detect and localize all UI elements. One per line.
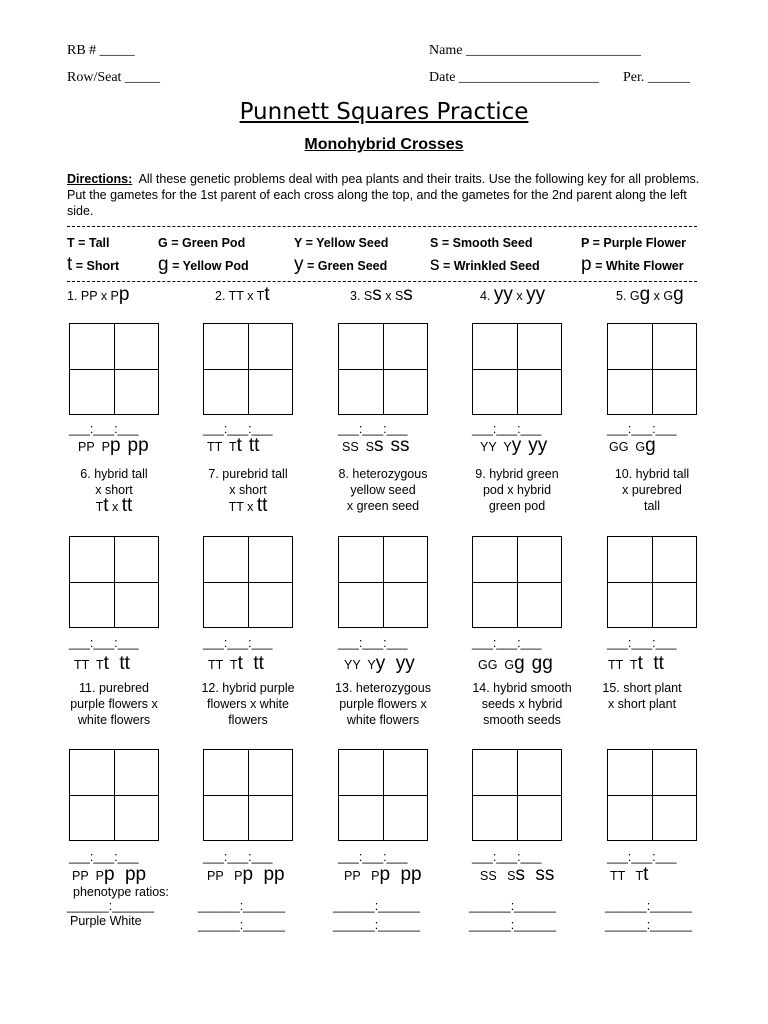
genotype-labels-1: PP Pp pp: [78, 435, 149, 456]
divider: [67, 226, 697, 227]
punnett-square-14[interactable]: [472, 749, 562, 841]
genotype-labels-12: PP Pp pp: [207, 864, 285, 885]
genotype-ratio-blank-12[interactable]: ___:___:___: [203, 850, 273, 864]
phenotype-ratio-blank-15a[interactable]: ______:______: [605, 899, 692, 913]
genotype-ratio-blank-15[interactable]: ___:___:___: [607, 850, 677, 864]
genotype-ratio-blank-8[interactable]: ___:___:___: [338, 636, 408, 650]
genotype-ratio-blank-10[interactable]: ___:___:___: [607, 636, 677, 650]
phenotype-ratio-labels: Purple White: [70, 914, 142, 928]
punnett-square-13[interactable]: [338, 749, 428, 841]
page-title: Punnett Squares Practice: [239, 99, 529, 125]
name-field[interactable]: Name _________________________: [429, 43, 641, 58]
period-field[interactable]: Per. ______: [623, 70, 690, 85]
phenotype-ratio-blank-12a[interactable]: ______:______: [198, 899, 285, 913]
genotype-ratio-blank-4[interactable]: ___:___:___: [472, 422, 542, 436]
phenotype-ratio-blank-15b[interactable]: ______:______: [605, 918, 692, 932]
genotype-labels-10: TT Tt tt: [608, 653, 664, 674]
genotype-labels-3: SS Ss ss: [342, 435, 410, 456]
genotype-ratio-blank-9[interactable]: ___:___:___: [472, 636, 542, 650]
key-green-pod: G = Green Pod: [158, 236, 246, 250]
genotype-labels-6: TT Tt tt: [74, 653, 130, 674]
problem-8: 8. heterozygous yellow seed x green seed: [338, 467, 428, 513]
punnett-square-11[interactable]: [69, 749, 159, 841]
genotype-labels-4: YY Yy yy: [480, 435, 548, 456]
key-green-seed: y = Green Seed: [294, 254, 388, 275]
row-seat-field[interactable]: Row/Seat _____: [67, 70, 160, 85]
problem-14: 14. hybrid smooth seeds x hybrid smooth seeds: [472, 681, 572, 727]
genotype-ratio-blank-14[interactable]: ___:___:___: [472, 850, 542, 864]
phenotype-ratio-blank-14a[interactable]: ______:______: [469, 899, 556, 913]
phenotype-ratio-blank-11[interactable]: ______:______: [67, 899, 154, 913]
key-short: t = Short: [67, 254, 120, 275]
problem-2: 2. TT x Tt: [215, 284, 270, 305]
genotype-ratio-blank-11[interactable]: ___:___:___: [69, 850, 139, 864]
date-field[interactable]: Date ____________________: [429, 70, 599, 85]
genotype-labels-2: TT Tt tt: [207, 435, 260, 456]
directions-label: Directions:: [67, 172, 133, 186]
punnett-square-12[interactable]: [203, 749, 293, 841]
directions: [67, 171, 707, 219]
genotype-ratio-blank-7[interactable]: ___:___:___: [203, 636, 273, 650]
problem-7: 7. purebrid tall x short TT x tt: [208, 467, 288, 516]
problem-13: 13. heterozygous purple flowers x white flowers: [335, 681, 431, 727]
genotype-ratio-blank-6[interactable]: ___:___:___: [69, 636, 139, 650]
phenotype-ratio-blank-14b[interactable]: ______:______: [469, 918, 556, 932]
problem-4: 4. yy x yy: [480, 284, 546, 305]
problem-12: 12. hybrid purple flowers x white flowers: [201, 681, 295, 727]
key-white-flower: p = White Flower: [581, 254, 684, 275]
problem-9: 9. hybrid green pod x hybrid green pod: [475, 467, 559, 513]
punnett-square-1[interactable]: [69, 323, 159, 415]
genotype-labels-5: GG Gg: [609, 435, 656, 456]
punnett-square-10[interactable]: [607, 536, 697, 628]
divider: [67, 281, 697, 282]
key-smooth-seed: S = Smooth Seed: [430, 236, 533, 250]
directions-text: All these genetic problems deal with pea plants and their traits. Use the following key for all problems. Put the gametes for the 1st parent of each cross along the top, and the gametes for the 2nd parent along the left side.: [67, 172, 700, 218]
genotype-labels-14: SS Ss ss: [480, 864, 555, 885]
key-yellow-seed: Y = Yellow Seed: [294, 236, 389, 250]
rb-field[interactable]: RB # _____: [67, 43, 135, 58]
genotype-ratio-blank-13[interactable]: ___:___:___: [338, 850, 408, 864]
genotype-ratio-blank-3[interactable]: ___:___:___: [338, 422, 408, 436]
punnett-square-8[interactable]: [338, 536, 428, 628]
genotype-ratio-blank-2[interactable]: ___:___:___: [203, 422, 273, 436]
phenotype-ratio-blank-13a[interactable]: ______:______: [333, 899, 420, 913]
punnett-square-6[interactable]: [69, 536, 159, 628]
phenotype-ratios-label: phenotype ratios:: [73, 885, 169, 899]
punnett-square-5[interactable]: [607, 323, 697, 415]
genotype-labels-7: TT Tt tt: [208, 653, 264, 674]
punnett-square-9[interactable]: [472, 536, 562, 628]
phenotype-ratio-blank-13b[interactable]: ______:______: [333, 918, 420, 932]
genotype-ratio-blank-1[interactable]: ___:___:___: [69, 422, 139, 436]
genotype-labels-8: YY Yy yy: [344, 653, 415, 674]
problem-1: 1. PP x Pp: [67, 284, 130, 305]
key-wrinkled-seed: s = Wrinkled Seed: [430, 254, 540, 275]
punnett-square-15[interactable]: [607, 749, 697, 841]
punnett-square-4[interactable]: [472, 323, 562, 415]
genotype-labels-13: PP Pp pp: [344, 864, 422, 885]
genotype-labels-15: TT Tt: [610, 864, 649, 885]
genotype-labels-9: GG Gg gg: [478, 653, 553, 674]
problem-5: 5. Gg x Gg: [616, 284, 684, 305]
genotype-ratio-blank-5[interactable]: ___:___:___: [607, 422, 677, 436]
problem-11: 11. purebred purple flowers x white flowers: [70, 681, 158, 727]
key-tall: T = Tall: [67, 236, 110, 250]
problem-15: 15. short plant x short plant: [602, 681, 682, 711]
phenotype-ratio-blank-12b[interactable]: ______:______: [198, 918, 285, 932]
key-purple-flower: P = Purple Flower: [581, 236, 687, 250]
punnett-square-7[interactable]: [203, 536, 293, 628]
problem-3: 3. Ss x Ss: [350, 284, 413, 305]
problem-10: 10. hybrid tall x purebred tall: [614, 467, 690, 513]
punnett-square-3[interactable]: [338, 323, 428, 415]
genotype-labels-11: PP Pp pp: [72, 864, 147, 885]
key-yellow-pod: g = Yellow Pod: [158, 254, 249, 275]
problem-6: 6. hybrid tall x short Tt x tt: [80, 467, 148, 516]
page-subtitle: Monohybrid Crosses: [304, 136, 464, 153]
punnett-square-2[interactable]: [203, 323, 293, 415]
